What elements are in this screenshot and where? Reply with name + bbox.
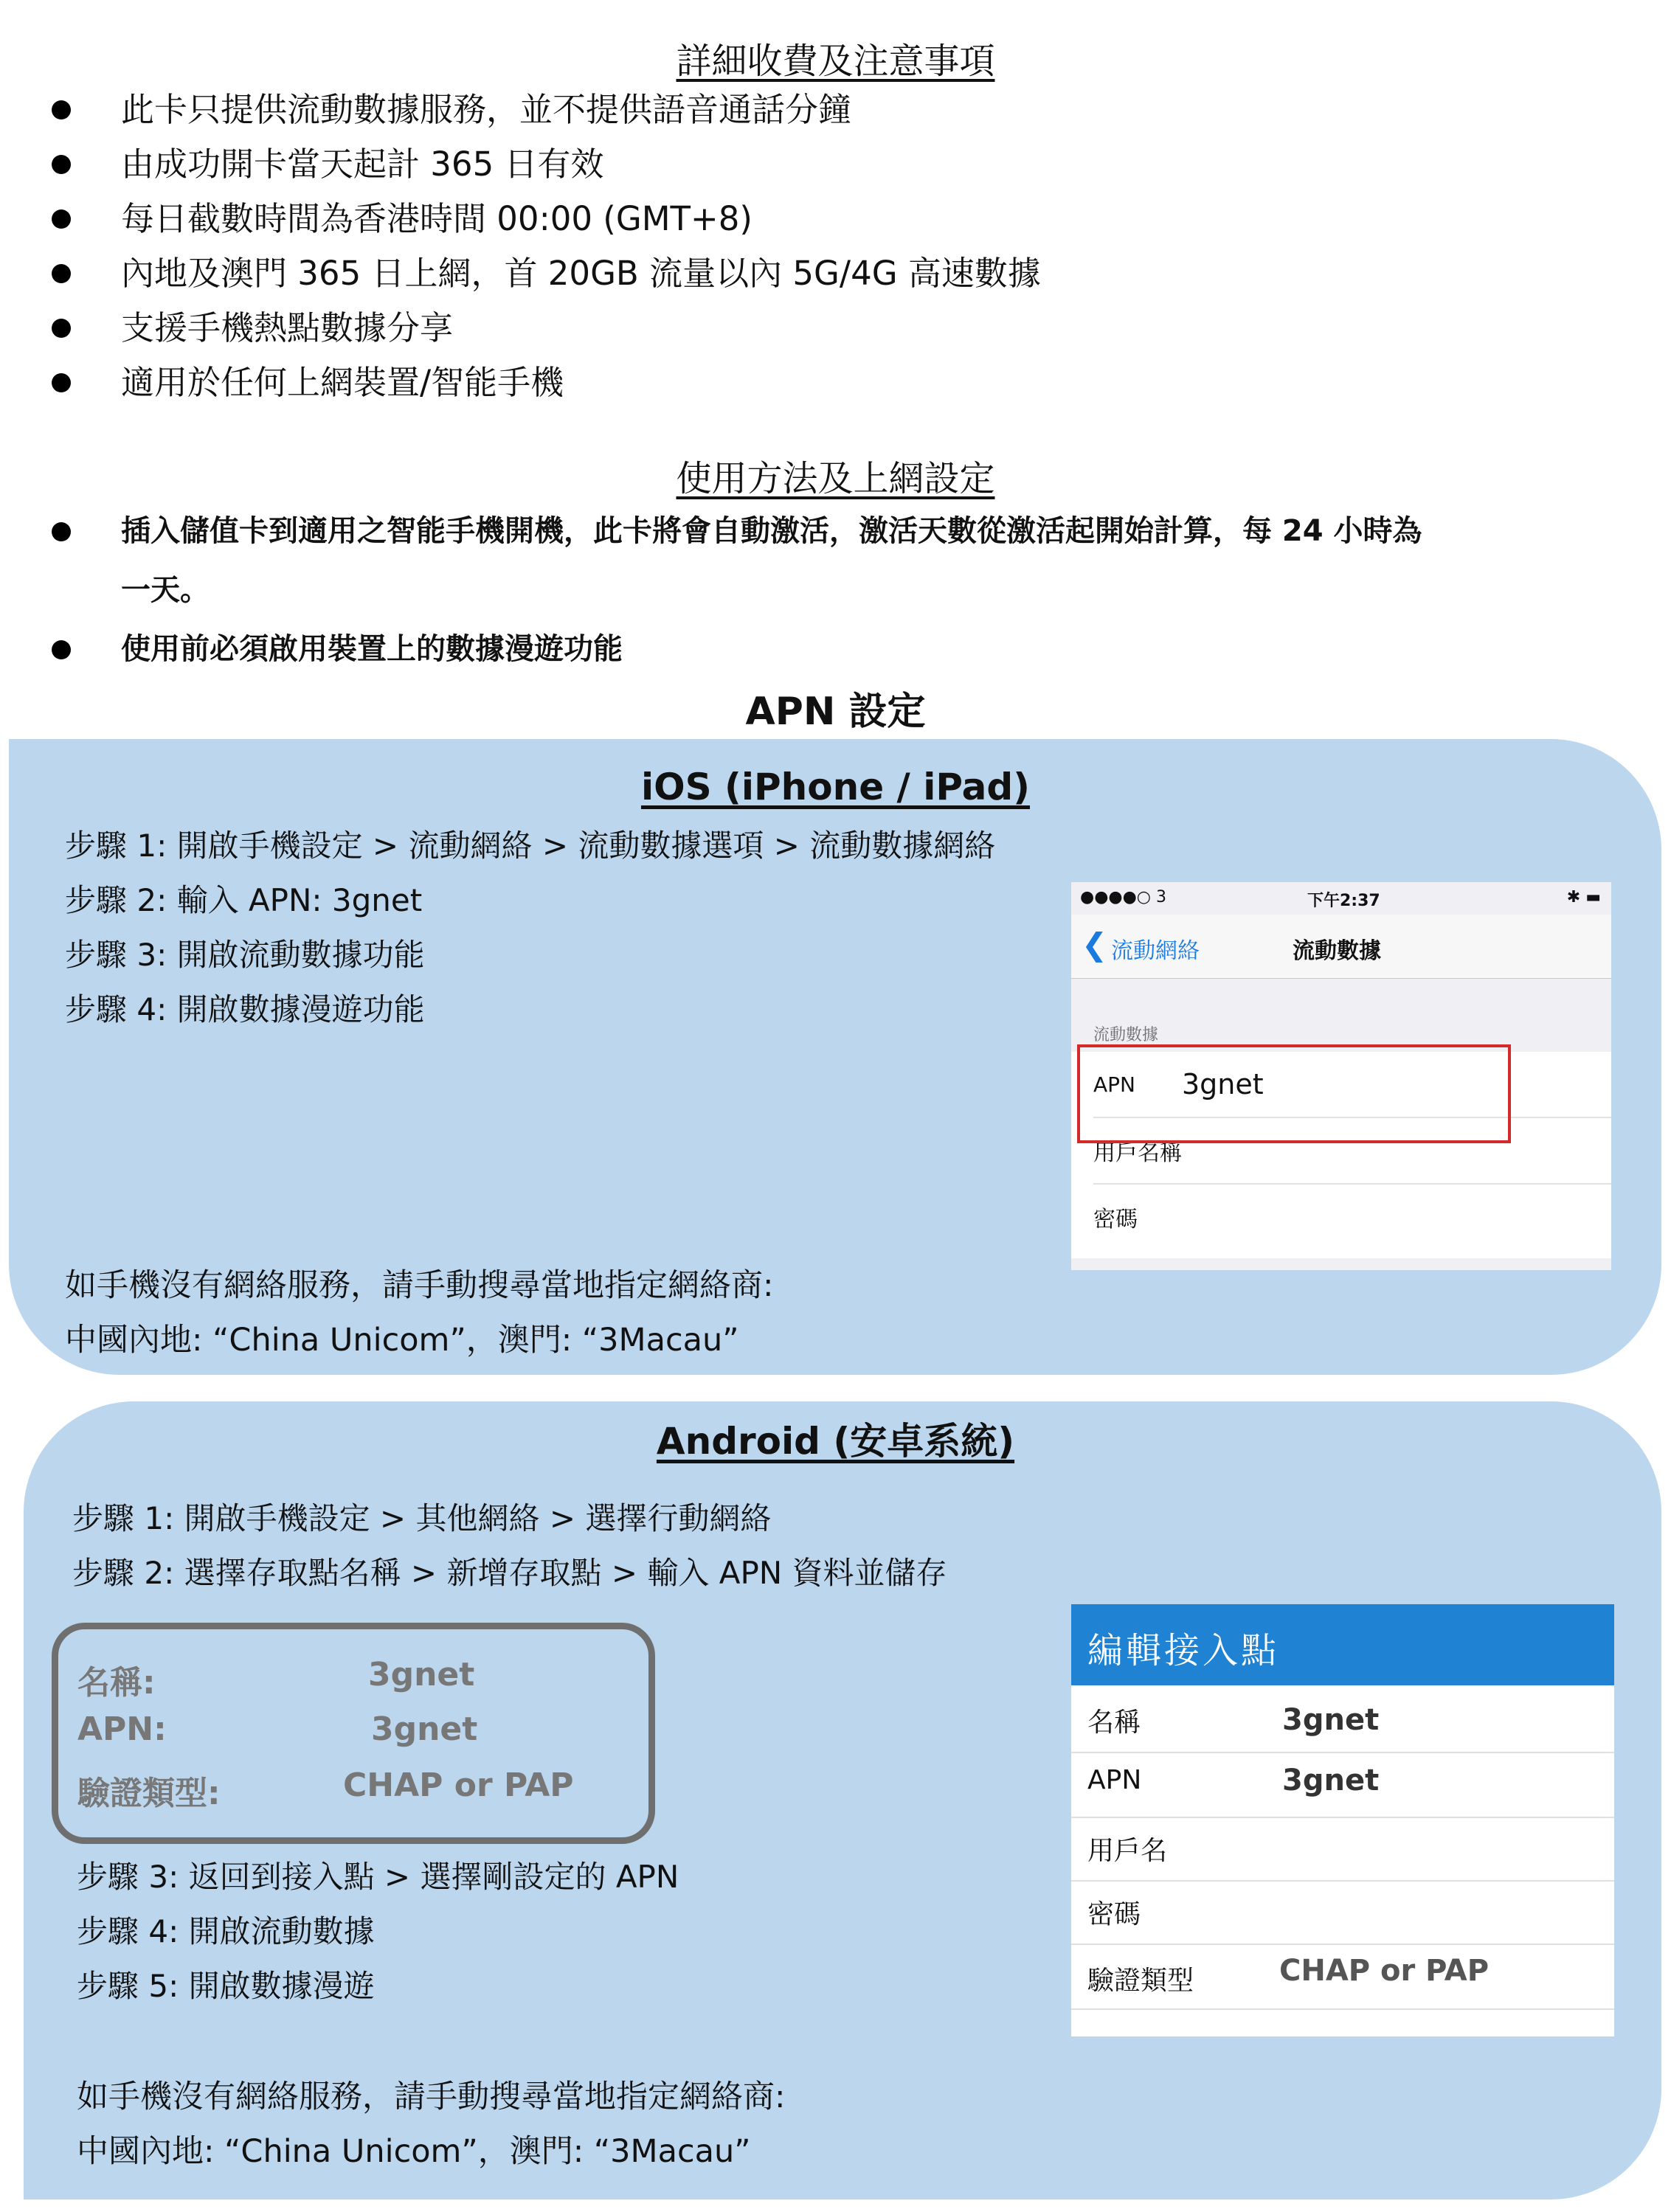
android-note-line1: 如手機沒有網絡服務，請手動搜尋當地指定網絡商: <box>77 2078 786 2115</box>
divider <box>1071 1817 1614 1818</box>
chevron-left-icon[interactable]: ❮ <box>1082 926 1108 963</box>
divider <box>1071 1880 1614 1882</box>
android-screenshot <box>1071 1604 1614 2036</box>
fees-list <box>37 83 1041 410</box>
ios-title: iOS (iPhone / iPad) <box>640 766 1031 808</box>
android-steps-top <box>72 1491 947 1601</box>
ios-note-line1: 如手機沒有網絡服務，請手動搜尋當地指定網絡商: <box>65 1267 774 1304</box>
box-apn-label: APN: <box>77 1710 167 1748</box>
android-steps-bottom <box>77 1850 679 2014</box>
list-item: 使用前必須啟用裝置上的數據漫遊功能 <box>37 620 1422 679</box>
ios-step-4: 步驟 4: 開啟數據漫遊功能 <box>65 991 425 1027</box>
android-note <box>77 2070 786 2179</box>
ios-note-line2: 中國內地: “China Unicom”，澳門: “3Macau” <box>65 1322 739 1359</box>
list-item: 每日截數時間為香港時間 00:00 (GMT+8) <box>37 192 1041 246</box>
username-field[interactable]: 用戶名稱 <box>1093 1140 1182 1166</box>
and-auth-label: 驗證類型 <box>1087 1966 1194 1996</box>
apn-label: APN <box>1093 1072 1135 1097</box>
signal-icon: ●●●●○ 3 <box>1080 888 1166 906</box>
box-apn-value: 3gnet <box>371 1710 478 1748</box>
usage-heading: 使用方法及上網設定 <box>676 458 995 499</box>
box-name-value: 3gnet <box>368 1656 475 1693</box>
android-header-title: 編輯接入點 <box>1087 1630 1280 1671</box>
ios-step-2: 步驟 2: 輸入 APN: 3gnet <box>65 882 423 918</box>
apn-title <box>0 680 1671 735</box>
usage-list <box>37 502 1422 679</box>
list-item: 此卡只提供流動數據服務，並不提供語音通話分鐘 <box>37 83 1041 137</box>
and-name-value[interactable]: 3gnet <box>1282 1703 1380 1737</box>
and-password-field[interactable]: 密碼 <box>1087 1899 1141 1930</box>
apn-settings-box <box>52 1623 655 1844</box>
ios-section-label: 流動數據 <box>1093 1026 1159 1044</box>
android-step-3: 步驟 3: 返回到接入點 > 選擇剛設定的 APN <box>77 1859 679 1895</box>
list-item: 適用於任何上網裝置/智能手機 <box>37 356 1041 410</box>
and-apn-value[interactable]: 3gnet <box>1282 1764 1380 1797</box>
box-auth-label: 驗證類型: <box>77 1775 221 1812</box>
android-header-bar <box>1071 1604 1614 1685</box>
password-field[interactable]: 密碼 <box>1093 1207 1138 1232</box>
divider <box>1071 1752 1614 1753</box>
android-step-2: 步驟 2: 選擇存取點名稱 > 新增存取點 > 輸入 APN 資料並儲存 <box>72 1555 947 1591</box>
list-item: 支援手機熱點數據分享 <box>37 301 1041 356</box>
divider <box>1071 2008 1614 2010</box>
nav-title: 流動數據 <box>1293 938 1381 964</box>
fees-heading: 詳細收費及注意事項 <box>676 41 995 82</box>
ios-steps <box>65 819 995 1037</box>
battery-icon: ✱ ▬ <box>1566 888 1601 906</box>
list-item: 由成功開卡當天起計 365 日有效 <box>37 137 1041 192</box>
ios-note <box>65 1258 774 1367</box>
apn-input[interactable]: 3gnet <box>1182 1068 1264 1100</box>
and-auth-value[interactable]: CHAP or PAP <box>1279 1954 1490 1988</box>
box-name-label: 名稱: <box>77 1664 156 1702</box>
ios-status-bar <box>1071 882 1611 915</box>
ios-nav-bar <box>1071 915 1611 979</box>
list-item: 內地及澳門 365 日上網，首 20GB 流量以內 5G/4G 高速數據 <box>37 246 1041 301</box>
box-auth-value: CHAP or PAP <box>343 1767 574 1804</box>
list-item-continuation: 一天。 <box>121 573 210 607</box>
ios-step-3: 步驟 3: 開啟流動數據功能 <box>65 937 425 973</box>
and-username-field[interactable]: 用戶名 <box>1087 1836 1168 1866</box>
apn-title-text: APN 設定 <box>745 690 926 734</box>
and-apn-label: APN <box>1087 1765 1142 1795</box>
android-note-line2: 中國內地: “China Unicom”，澳門: “3Macau” <box>77 2133 751 2170</box>
back-button[interactable]: 流動網絡 <box>1111 938 1200 964</box>
divider <box>1093 1183 1611 1185</box>
status-time: 下午2:37 <box>1307 892 1380 910</box>
android-step-4: 步驟 4: 開啟流動數據 <box>77 1913 375 1949</box>
android-step-5: 步驟 5: 開啟數據漫遊 <box>77 1968 375 2004</box>
divider <box>1071 1944 1614 1945</box>
apn-highlight-box <box>1077 1044 1511 1143</box>
list-item: 插入儲值卡到適用之智能手機開機，此卡將會自動激活，激活天數從激活起開始計算，每 24 小時為 <box>37 502 1422 561</box>
android-title: Android (安卓系統) <box>656 1420 1015 1463</box>
ios-step-1: 步驟 1: 開啟手機設定 > 流動網絡 > 流動數據選項 > 流動數據網絡 <box>65 828 996 864</box>
ios-screenshot <box>1071 882 1611 1270</box>
android-step-1: 步驟 1: 開啟手機設定 > 其他網絡 > 選擇行動網絡 <box>72 1500 772 1536</box>
and-name-label: 名稱 <box>1087 1707 1141 1738</box>
